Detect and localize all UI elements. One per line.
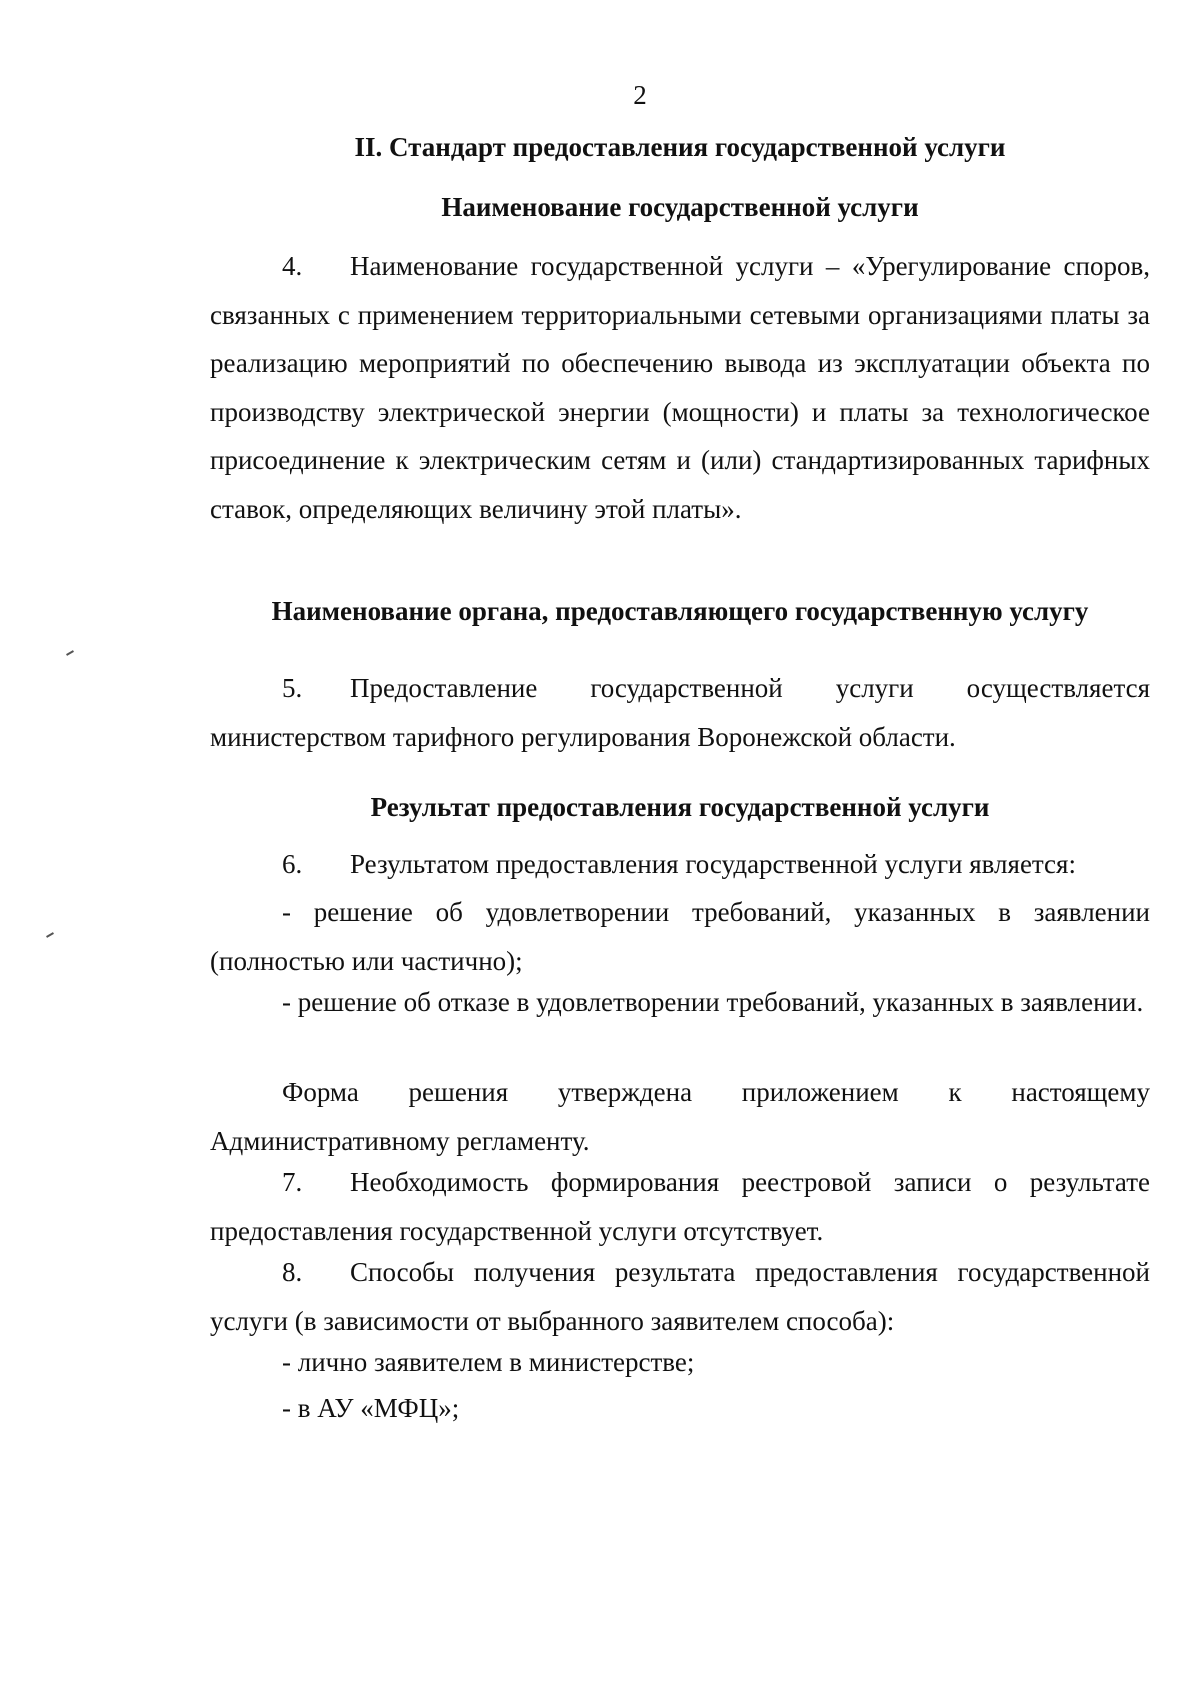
paragraph-6-item-1: - решение об удовлетворении требований, указанных в заявлении (полностью или частично);: [210, 897, 1150, 976]
paragraph-text: Предоставление государственной услуги осуществляется министерством тарифного регулирования Воронежской области.: [210, 673, 1150, 752]
paragraph-number: 7.: [282, 1167, 303, 1197]
heading-service-body: Наименование органа, предоставляющего государственную услугу: [271, 596, 1089, 626]
paragraph-6-form: Форма решения утверждена приложением к настоящему Административному регламенту.: [210, 1077, 1150, 1156]
paragraph-8-item-2: - в АУ «МФЦ»;: [282, 1393, 460, 1423]
paragraph-number: 5.: [282, 673, 303, 703]
paragraph-7: [210, 1158, 1150, 1255]
paragraph-6: [210, 840, 1150, 889]
scan-mark: [66, 650, 74, 656]
heading-service-result: Результат предоставления государственной услуги: [370, 792, 990, 822]
paragraph-text: Необходимость формирования реестровой записи о результате предоставления государственной услуги отсутствует.: [210, 1167, 1150, 1246]
paragraph-6-item-2: - решение об отказе в удовлетворении требований, указанных в заявлении.: [282, 987, 1144, 1017]
paragraph-text: Способы получения результата предоставления государственной услуги (в зависимости от выбранного заявителем способа):: [210, 1257, 1150, 1336]
paragraph-number: 8.: [282, 1257, 303, 1287]
paragraph-4: [210, 242, 1150, 533]
paragraph-text: Наименование государственной услуги – «Урегулирование споров, связанных с применением территориальными сетевыми организациями платы за реализацию мероприятий по обеспечению вывода из эксплуатации объекта по производству электрической энергии (мощности) и платы за технологическое присоединение к электрическим сетям и (или) стандартизированных тарифных ставок, определяющих величину этой платы».: [210, 251, 1150, 524]
page-number: 2: [633, 80, 647, 110]
paragraph-8-item-1: - лично заявителем в министерстве;: [282, 1347, 695, 1377]
scan-mark: [46, 932, 54, 938]
paragraph-number: 4.: [282, 251, 303, 281]
section-title: II. Стандарт предоставления государственной услуги: [354, 132, 1006, 162]
paragraph-text: Результатом предоставления государственной услуги является:: [350, 849, 1076, 879]
paragraph-5: [210, 664, 1150, 761]
heading-service-name: Наименование государственной услуги: [441, 192, 919, 222]
paragraph-8: [210, 1248, 1150, 1345]
paragraph-number: 6.: [282, 849, 303, 879]
